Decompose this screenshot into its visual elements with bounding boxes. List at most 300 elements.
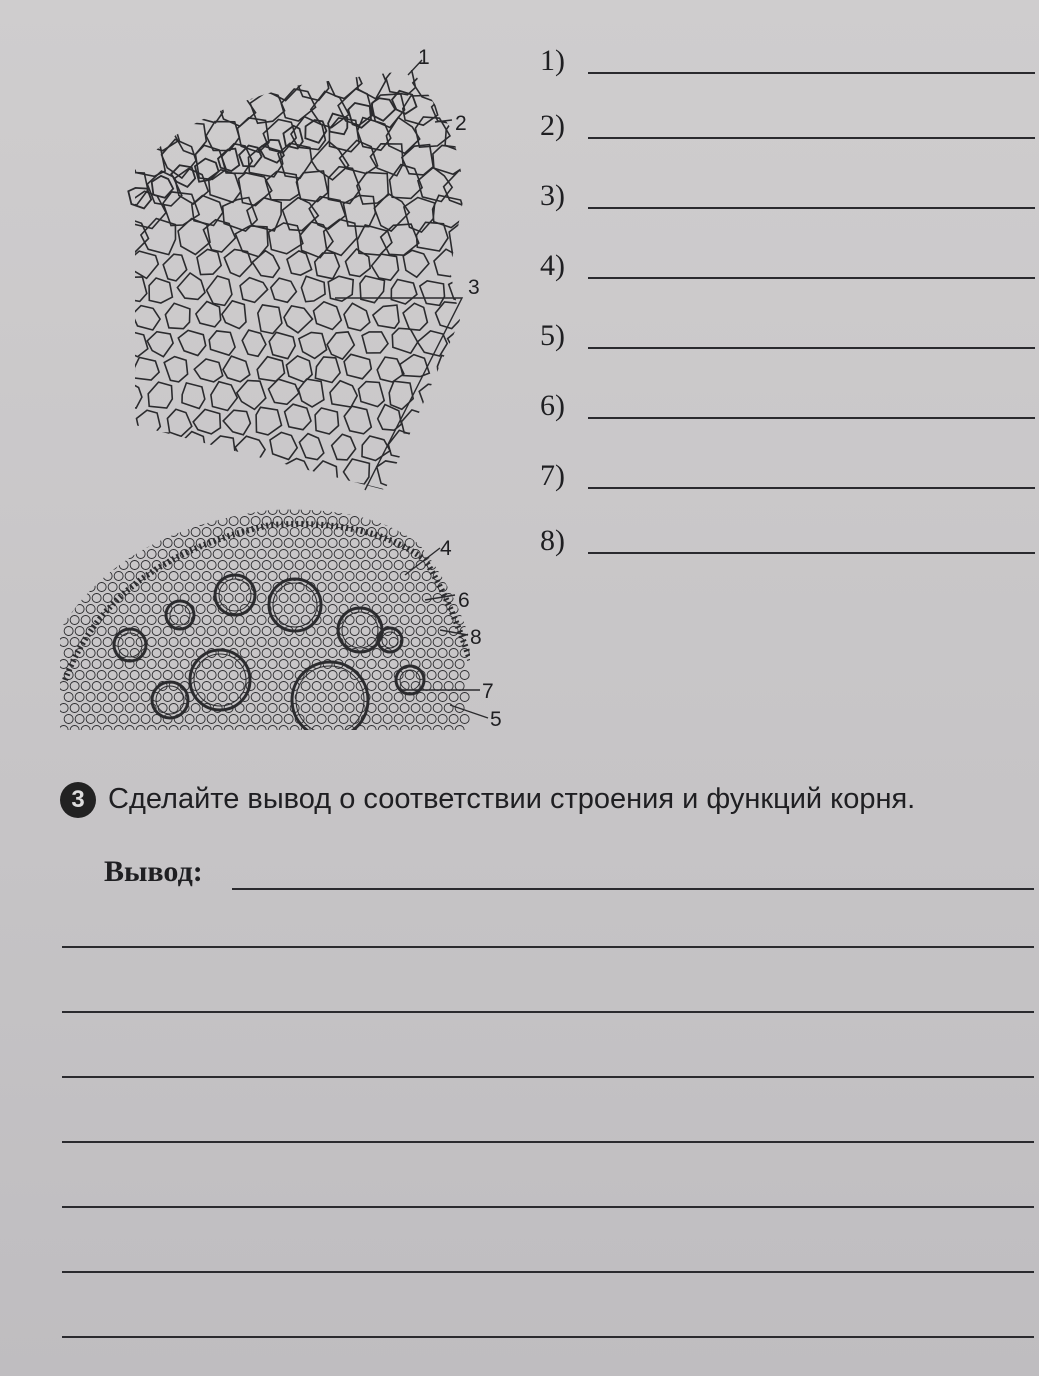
stele-cell xyxy=(383,561,392,570)
cortex-cell xyxy=(390,488,419,513)
stele-cell xyxy=(339,671,348,680)
answer-line-1[interactable] xyxy=(62,946,1034,948)
stele-cell xyxy=(449,715,458,724)
stele-cell xyxy=(279,638,288,647)
stele-cell xyxy=(92,638,101,647)
stele-cell xyxy=(317,693,326,702)
stele-cell xyxy=(229,605,238,614)
stele-cell xyxy=(378,528,387,537)
stele-cell xyxy=(394,693,403,702)
cortex-cell xyxy=(253,461,281,485)
stele-cell xyxy=(224,638,233,647)
stele-cell xyxy=(268,660,277,669)
stele-cell xyxy=(75,517,84,526)
stele-cell xyxy=(422,726,431,735)
stele-cell xyxy=(328,649,337,658)
stele-cell xyxy=(152,583,161,592)
stele-cell xyxy=(405,627,414,636)
answer-row xyxy=(530,175,1035,215)
stele-cell xyxy=(163,671,172,680)
stele-cell xyxy=(174,649,183,658)
stele-cell xyxy=(394,517,403,526)
stele-cell xyxy=(158,660,167,669)
stele-cell xyxy=(108,517,117,526)
stele-cell xyxy=(268,682,277,691)
stele-cell xyxy=(180,726,189,735)
cortex-cell xyxy=(178,330,205,355)
stele-cell xyxy=(92,704,101,713)
stele-cell xyxy=(59,572,68,581)
stele-cell xyxy=(81,594,90,603)
stele-cell xyxy=(75,605,84,614)
stele-cell xyxy=(224,506,233,515)
answer-number: 7) xyxy=(540,459,565,492)
cortex-cell xyxy=(413,70,452,101)
stele-cell xyxy=(229,583,238,592)
stele-cell xyxy=(345,616,354,625)
stele-cell xyxy=(185,539,194,548)
stele-cell xyxy=(394,561,403,570)
stele-cell xyxy=(416,539,425,548)
stele-cell xyxy=(218,561,227,570)
stele-cell xyxy=(279,704,288,713)
cortex-cell xyxy=(116,382,142,408)
stele-cell xyxy=(350,693,359,702)
cortex-cell xyxy=(163,254,187,281)
cortex-cell xyxy=(301,276,325,302)
stele-cell xyxy=(257,682,266,691)
stele-cell xyxy=(433,682,442,691)
stele-cell xyxy=(262,539,271,548)
stele-cell xyxy=(345,550,354,559)
stele-cell xyxy=(125,572,134,581)
stele-cell xyxy=(389,616,398,625)
stele-cell xyxy=(444,682,453,691)
stele-cell xyxy=(92,506,101,515)
stele-cell xyxy=(345,704,354,713)
stele-cell xyxy=(356,616,365,625)
answer-row xyxy=(530,105,1035,145)
stele-cell xyxy=(163,693,172,702)
stele-cell xyxy=(328,671,337,680)
stele-cell xyxy=(416,649,425,658)
stele-cell xyxy=(229,539,238,548)
answer-line-2[interactable] xyxy=(62,1011,1034,1013)
label-5: 5 xyxy=(490,708,502,731)
stele-cell xyxy=(103,550,112,559)
stele-cell xyxy=(119,539,128,548)
stele-cell xyxy=(152,605,161,614)
stele-cell xyxy=(174,693,183,702)
answer-line-4[interactable] xyxy=(62,1141,1034,1143)
stele-cell xyxy=(262,583,271,592)
cortex-cell xyxy=(165,303,190,328)
stele-cell xyxy=(383,715,392,724)
stele-cell xyxy=(152,539,161,548)
stele-cell xyxy=(235,506,244,515)
stele-cell xyxy=(301,506,310,515)
answer-number: 8) xyxy=(540,524,565,557)
stele-cell xyxy=(290,506,299,515)
stele-cell xyxy=(422,594,431,603)
cortex-cell xyxy=(419,384,448,409)
cortex-cell xyxy=(132,306,160,330)
stele-cell xyxy=(191,572,200,581)
stele-cell xyxy=(356,572,365,581)
stele-cell xyxy=(240,627,249,636)
stele-cell xyxy=(70,528,79,537)
stele-cell xyxy=(268,726,277,735)
stele-cell xyxy=(405,539,414,548)
cortex-cell xyxy=(403,250,429,277)
cortex-cell xyxy=(115,220,148,252)
stele-cell xyxy=(213,616,222,625)
stele-cell xyxy=(92,594,101,603)
label-4: 4 xyxy=(440,537,452,560)
stele-cell xyxy=(455,660,464,669)
stele-cell xyxy=(356,594,365,603)
stele-cell xyxy=(81,506,90,515)
stele-cell xyxy=(290,726,299,735)
stele-cell xyxy=(114,660,123,669)
stele-cell xyxy=(438,693,447,702)
stele-cell xyxy=(246,726,255,735)
stele-cell xyxy=(81,682,90,691)
cortex-cell xyxy=(447,483,475,511)
stele-cell xyxy=(130,517,139,526)
stele-cell xyxy=(169,506,178,515)
stele-cell xyxy=(196,671,205,680)
stele-cell xyxy=(75,671,84,680)
stele-cell xyxy=(136,704,145,713)
stele-cell xyxy=(400,528,409,537)
stele-cell xyxy=(235,550,244,559)
stele-cell xyxy=(81,550,90,559)
stele-cell xyxy=(312,572,321,581)
answer-blank-line[interactable] xyxy=(588,277,1035,279)
cortex-cell xyxy=(122,277,147,301)
stele-cell xyxy=(301,704,310,713)
stele-cell xyxy=(147,506,156,515)
stele-cell xyxy=(75,693,84,702)
stele-cell xyxy=(339,693,348,702)
stele-cell xyxy=(444,528,453,537)
stele-cell xyxy=(59,506,68,515)
stele-cell xyxy=(141,605,150,614)
stele-cell xyxy=(147,638,156,647)
stele-cell xyxy=(229,715,238,724)
stele-cell xyxy=(213,660,222,669)
stele-cell xyxy=(372,583,381,592)
stele-cell xyxy=(455,682,464,691)
stele-cell xyxy=(224,682,233,691)
xylem-vessel xyxy=(400,670,420,690)
stele-cell xyxy=(328,539,337,548)
stele-cell xyxy=(284,715,293,724)
stele-cell xyxy=(119,517,128,526)
stele-cell xyxy=(257,616,266,625)
stele-cell xyxy=(422,528,431,537)
cortex-cell xyxy=(175,169,209,204)
cortex-cell xyxy=(388,430,413,458)
stele-cell xyxy=(455,550,464,559)
stele-cell xyxy=(405,517,414,526)
stele-cell xyxy=(361,517,370,526)
stele-cell xyxy=(422,704,431,713)
stele-cell xyxy=(213,506,222,515)
cortex-cell xyxy=(269,332,295,358)
stele-cell xyxy=(290,528,299,537)
stele-cell xyxy=(103,726,112,735)
stele-cell xyxy=(191,506,200,515)
xylem-vessel xyxy=(219,579,251,611)
answer-blank-line[interactable] xyxy=(588,207,1035,209)
stele-cell xyxy=(218,671,227,680)
stele-cell xyxy=(191,638,200,647)
stele-cell xyxy=(378,506,387,515)
cortex-cell xyxy=(311,142,348,180)
stele-cell xyxy=(147,550,156,559)
cortex-cell xyxy=(148,433,174,459)
stele-cell xyxy=(147,726,156,735)
stele-cell xyxy=(185,649,194,658)
stele-cell xyxy=(86,539,95,548)
answer-blank-line[interactable] xyxy=(588,72,1035,74)
stele-cell xyxy=(422,506,431,515)
stele-cell xyxy=(345,572,354,581)
cortex-cell xyxy=(144,117,179,150)
cortex-cell xyxy=(296,486,325,509)
cortex-cell xyxy=(242,330,266,356)
cortex-cell xyxy=(181,432,206,460)
cortex-cell xyxy=(237,381,266,410)
stele-cell xyxy=(180,572,189,581)
conclusion-answer-line[interactable] xyxy=(232,888,1034,890)
stele-cell xyxy=(59,660,68,669)
stele-cell xyxy=(378,550,387,559)
stele-cell xyxy=(273,671,282,680)
stele-cell xyxy=(455,528,464,537)
answer-number: 1) xyxy=(540,44,565,77)
cortex-cell xyxy=(194,460,219,489)
stele-cell xyxy=(334,506,343,515)
cortex-cell xyxy=(223,410,250,435)
cortex-cell xyxy=(434,249,458,276)
cortex-cell xyxy=(332,434,356,460)
cortex-cell xyxy=(362,332,388,353)
stele-cell xyxy=(394,583,403,592)
stele-cell xyxy=(356,638,365,647)
cortex-cell xyxy=(315,253,340,279)
stele-cell xyxy=(180,660,189,669)
cortex-cell xyxy=(209,483,236,512)
stele-cell xyxy=(312,682,321,691)
stele-cell xyxy=(169,528,178,537)
stele-cell xyxy=(284,561,293,570)
cortex-cell xyxy=(285,404,311,430)
stele-cell xyxy=(411,726,420,735)
stele-cell xyxy=(411,506,420,515)
stele-cell xyxy=(92,572,101,581)
stele-cell xyxy=(207,627,216,636)
cortex-cell xyxy=(239,173,272,206)
stele-cell xyxy=(301,528,310,537)
stele-cell xyxy=(240,715,249,724)
stele-cell xyxy=(147,660,156,669)
stele-cell xyxy=(97,627,106,636)
stele-cell xyxy=(251,627,260,636)
answer-line-5[interactable] xyxy=(62,1206,1034,1208)
cortex-cell xyxy=(134,459,164,484)
cortex-cell xyxy=(420,486,447,509)
stele-cell xyxy=(114,726,123,735)
cortex-cell xyxy=(329,484,358,511)
stele-cell xyxy=(416,583,425,592)
stele-cell xyxy=(81,726,90,735)
stele-cell xyxy=(141,583,150,592)
stele-cell xyxy=(273,715,282,724)
stele-cell xyxy=(169,572,178,581)
answer-line-3[interactable] xyxy=(62,1076,1034,1078)
stele-cell xyxy=(136,506,145,515)
cortex-cell xyxy=(314,302,342,330)
cortex-cell xyxy=(432,407,461,435)
stele-cell xyxy=(163,649,172,658)
stele-cell xyxy=(163,583,172,592)
cortex-cell xyxy=(315,408,338,434)
label-1: 1 xyxy=(418,46,430,69)
stele-cell xyxy=(202,528,211,537)
stele-cell xyxy=(108,627,117,636)
stele-cell xyxy=(290,616,299,625)
cortex-cell xyxy=(116,65,148,99)
stele-cell xyxy=(306,605,315,614)
stele-cell xyxy=(246,638,255,647)
stele-cell xyxy=(389,528,398,537)
label-3: 3 xyxy=(468,276,480,299)
stele-cell xyxy=(158,550,167,559)
stele-cell xyxy=(169,704,178,713)
stele-cell xyxy=(64,583,73,592)
stele-cell xyxy=(64,605,73,614)
stele-cell xyxy=(273,561,282,570)
stele-cell xyxy=(411,616,420,625)
answer-blank-line[interactable] xyxy=(588,417,1035,419)
stele-cell xyxy=(323,594,332,603)
answer-line-7[interactable] xyxy=(62,1336,1034,1338)
stele-cell xyxy=(433,528,442,537)
xylem-vessel xyxy=(194,654,246,706)
cortex-cell xyxy=(224,250,251,277)
stele-cell xyxy=(64,693,73,702)
stele-cell xyxy=(92,660,101,669)
answer-blank-line[interactable] xyxy=(588,552,1035,554)
stele-cell xyxy=(152,517,161,526)
stele-cell xyxy=(405,715,414,724)
stele-cell xyxy=(389,506,398,515)
stele-cell xyxy=(257,726,266,735)
cortex-cell xyxy=(120,486,148,510)
cortex-cell xyxy=(433,145,465,174)
stele-cell xyxy=(455,506,464,515)
cortex-cell xyxy=(402,145,433,175)
cortex-cell xyxy=(207,276,232,305)
stele-cell xyxy=(427,627,436,636)
stele-cell xyxy=(81,572,90,581)
stele-cell xyxy=(158,572,167,581)
stele-cell xyxy=(185,715,194,724)
cortex-cell xyxy=(441,66,477,102)
stele-cell xyxy=(350,583,359,592)
epidermis-cell xyxy=(371,98,395,121)
stele-cell xyxy=(328,605,337,614)
stele-cell xyxy=(196,517,205,526)
stele-cell xyxy=(279,726,288,735)
label-2: 2 xyxy=(455,112,467,135)
stele-cell xyxy=(103,638,112,647)
stele-cell xyxy=(339,649,348,658)
cortex-cell xyxy=(231,66,267,99)
stele-cell xyxy=(169,726,178,735)
stele-cell xyxy=(59,682,68,691)
answer-blank-line[interactable] xyxy=(588,487,1035,489)
stele-cell xyxy=(191,726,200,735)
cortex-cell xyxy=(133,251,159,278)
stele-cell xyxy=(361,539,370,548)
stele-cell xyxy=(422,572,431,581)
stele-cell xyxy=(257,550,266,559)
stele-cell xyxy=(411,528,420,537)
stele-cell xyxy=(449,671,458,680)
stele-cell xyxy=(202,726,211,735)
stele-cell xyxy=(119,605,128,614)
stele-cell xyxy=(114,528,123,537)
stele-cell xyxy=(130,693,139,702)
stele-cell xyxy=(224,616,233,625)
stele-cell xyxy=(367,682,376,691)
stele-cell xyxy=(59,550,68,559)
cortex-cell xyxy=(177,273,205,299)
stele-cell xyxy=(422,638,431,647)
stele-cell xyxy=(405,583,414,592)
stele-cell xyxy=(312,550,321,559)
stele-cell xyxy=(262,693,271,702)
stele-cell xyxy=(86,517,95,526)
stele-cell xyxy=(246,704,255,713)
cortex-cell xyxy=(206,122,239,151)
cortex-cell xyxy=(372,254,399,280)
stele-cell xyxy=(460,693,469,702)
stele-cell xyxy=(339,583,348,592)
stele-cell xyxy=(70,682,79,691)
cortex-cell xyxy=(257,357,284,382)
cortex-cell xyxy=(194,359,222,382)
answer-blank-line[interactable] xyxy=(588,347,1035,349)
stele-cell xyxy=(433,616,442,625)
cortex-cell xyxy=(270,432,297,459)
stele-cell xyxy=(449,649,458,658)
stele-cell xyxy=(92,528,101,537)
stele-cell xyxy=(103,704,112,713)
answer-blank-line[interactable] xyxy=(588,137,1035,139)
stele-cell xyxy=(86,671,95,680)
stele-cell xyxy=(389,550,398,559)
cortex-cell xyxy=(161,460,190,488)
stele-cell xyxy=(70,572,79,581)
answer-line-6[interactable] xyxy=(62,1271,1034,1273)
stele-cell xyxy=(92,726,101,735)
stele-cell xyxy=(433,726,442,735)
